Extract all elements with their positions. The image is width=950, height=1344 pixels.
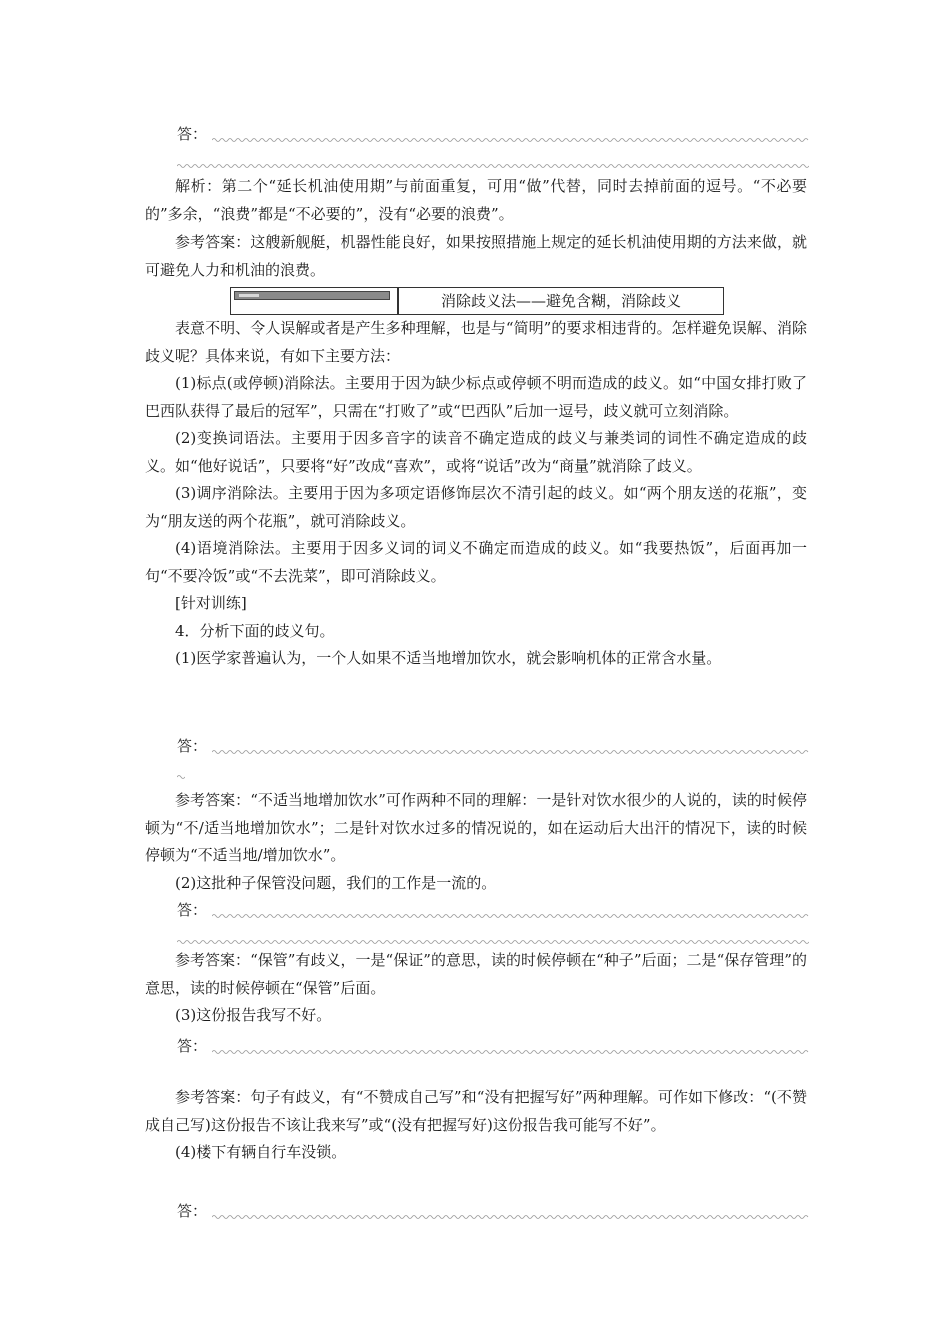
question-4-3: (3)这份报告我写不好。 (175, 1006, 332, 1024)
section-banner (230, 287, 724, 315)
wavy-answer-rule (177, 774, 185, 780)
answer-line (177, 736, 809, 756)
answer-line (177, 900, 809, 920)
answer-label: 答： (177, 737, 208, 755)
wavy-answer-rule (212, 1049, 809, 1055)
analysis-paragraph: 解析：第二个“延长机油使用期”与前面重复，可用“做”代替，同时去掉前面的逗号。“不必要的”多余，“浪费”都是“不必要的”，没有“必要的浪费”。 (145, 177, 807, 223)
method-3-paragraph: (3)调序消除法。主要用于因为多项定语修饰层次不清引起的歧义。如“两个朋友送的花瓶”，变为“朋友送的两个花瓶”，就可消除歧义。 (145, 484, 807, 530)
answer-line (177, 1036, 809, 1056)
reference-answer-3: 参考答案：句子有歧义，有“不赞成自己写”和“没有把握写好”两种理解。可作如下修改：“(不赞成自己写)这份报告不该让我来写”或“(没有把握写好)这份报告我可能写不好”。 (145, 1088, 807, 1134)
reference-answer-paragraph: 参考答案：这艘新舰艇，机器性能良好，如果按照措施上规定的延长机油使用期的方法来做，就可避免人力和机油的浪费。 (145, 233, 807, 279)
wavy-answer-rule (212, 913, 809, 919)
answer-1-block (145, 787, 807, 897)
analysis-block (145, 173, 807, 284)
training-label: [针对训练] (175, 594, 247, 612)
answer-2-block (145, 947, 807, 1030)
wavy-answer-rule (212, 749, 809, 755)
intro-paragraph: 表意不明、令人误解或者是产生多种理解，也是与“简明”的要求相违背的。怎样避免误解、消除歧义呢？具体来说，有如下主要方法： (145, 319, 807, 365)
question-4-4: (4)楼下有辆自行车没锁。 (175, 1143, 347, 1161)
banner-tag (234, 291, 390, 300)
answer-label: 答： (177, 1037, 208, 1055)
answer-3-block (145, 1084, 807, 1167)
wavy-answer-rule (177, 939, 809, 945)
answer-label: 答： (177, 125, 208, 143)
reference-answer-2: 参考答案：“保管”有歧义，一是“保证”的意思，读的时候停顿在“种子”后面；二是“保存管理”的意思，读的时候停顿在“保管”后面。 (145, 951, 807, 997)
wavy-answer-rule (212, 137, 809, 143)
methods-block (145, 315, 807, 673)
wavy-answer-rule (212, 1214, 809, 1220)
banner-title: 消除歧义法——避免含糊，消除歧义 (440, 292, 681, 310)
method-2-paragraph: (2)变换词语法。主要用于因多音字的读音不确定造成的歧义与兼类词的词性不确定造成的歧义。如“他好说话”，只要将“好”改成“喜欢”，或将“说话”改为“商量”就消除了歧义。 (145, 429, 807, 475)
method-1-paragraph: (1)标点(或停顿)消除法。主要用于因为缺少标点或停顿不明而造成的歧义。如“中国女排打败了巴西队获得了最后的冠军”，只需在“打败了”或“巴西队”后加一逗号，歧义就可立刻消除。 (145, 374, 807, 420)
method-4-paragraph: (4)语境消除法。主要用于因多义词的词义不确定而造成的歧义。如“我要热饭”，后面再加一句“不要冷饭”或“不去洗菜”，即可消除歧义。 (145, 539, 807, 585)
wavy-answer-rule (177, 163, 809, 169)
question-4-1: (1)医学家普遍认为，一个人如果不适当地增加饮水，就会影响机体的正常含水量。 (175, 649, 722, 667)
question-4: 4．分析下面的歧义句。 (175, 621, 335, 640)
answer-line (177, 124, 809, 144)
answer-label: 答： (177, 901, 208, 919)
question-4-2: (2)这批种子保管没问题，我们的工作是一流的。 (175, 873, 497, 892)
answer-label: 答： (177, 1202, 208, 1220)
answer-line (177, 1201, 809, 1221)
reference-answer-1: 参考答案：“不适当地增加饮水”可作两种不同的理解：一是针对饮水很少的人说的，读的时候停顿为“不/适当地增加饮水”；二是针对饮水过多的情况说的，如在运动后大出汗的情况下，读的时候停顿为“不适当地/增加饮水”。 (145, 791, 807, 864)
